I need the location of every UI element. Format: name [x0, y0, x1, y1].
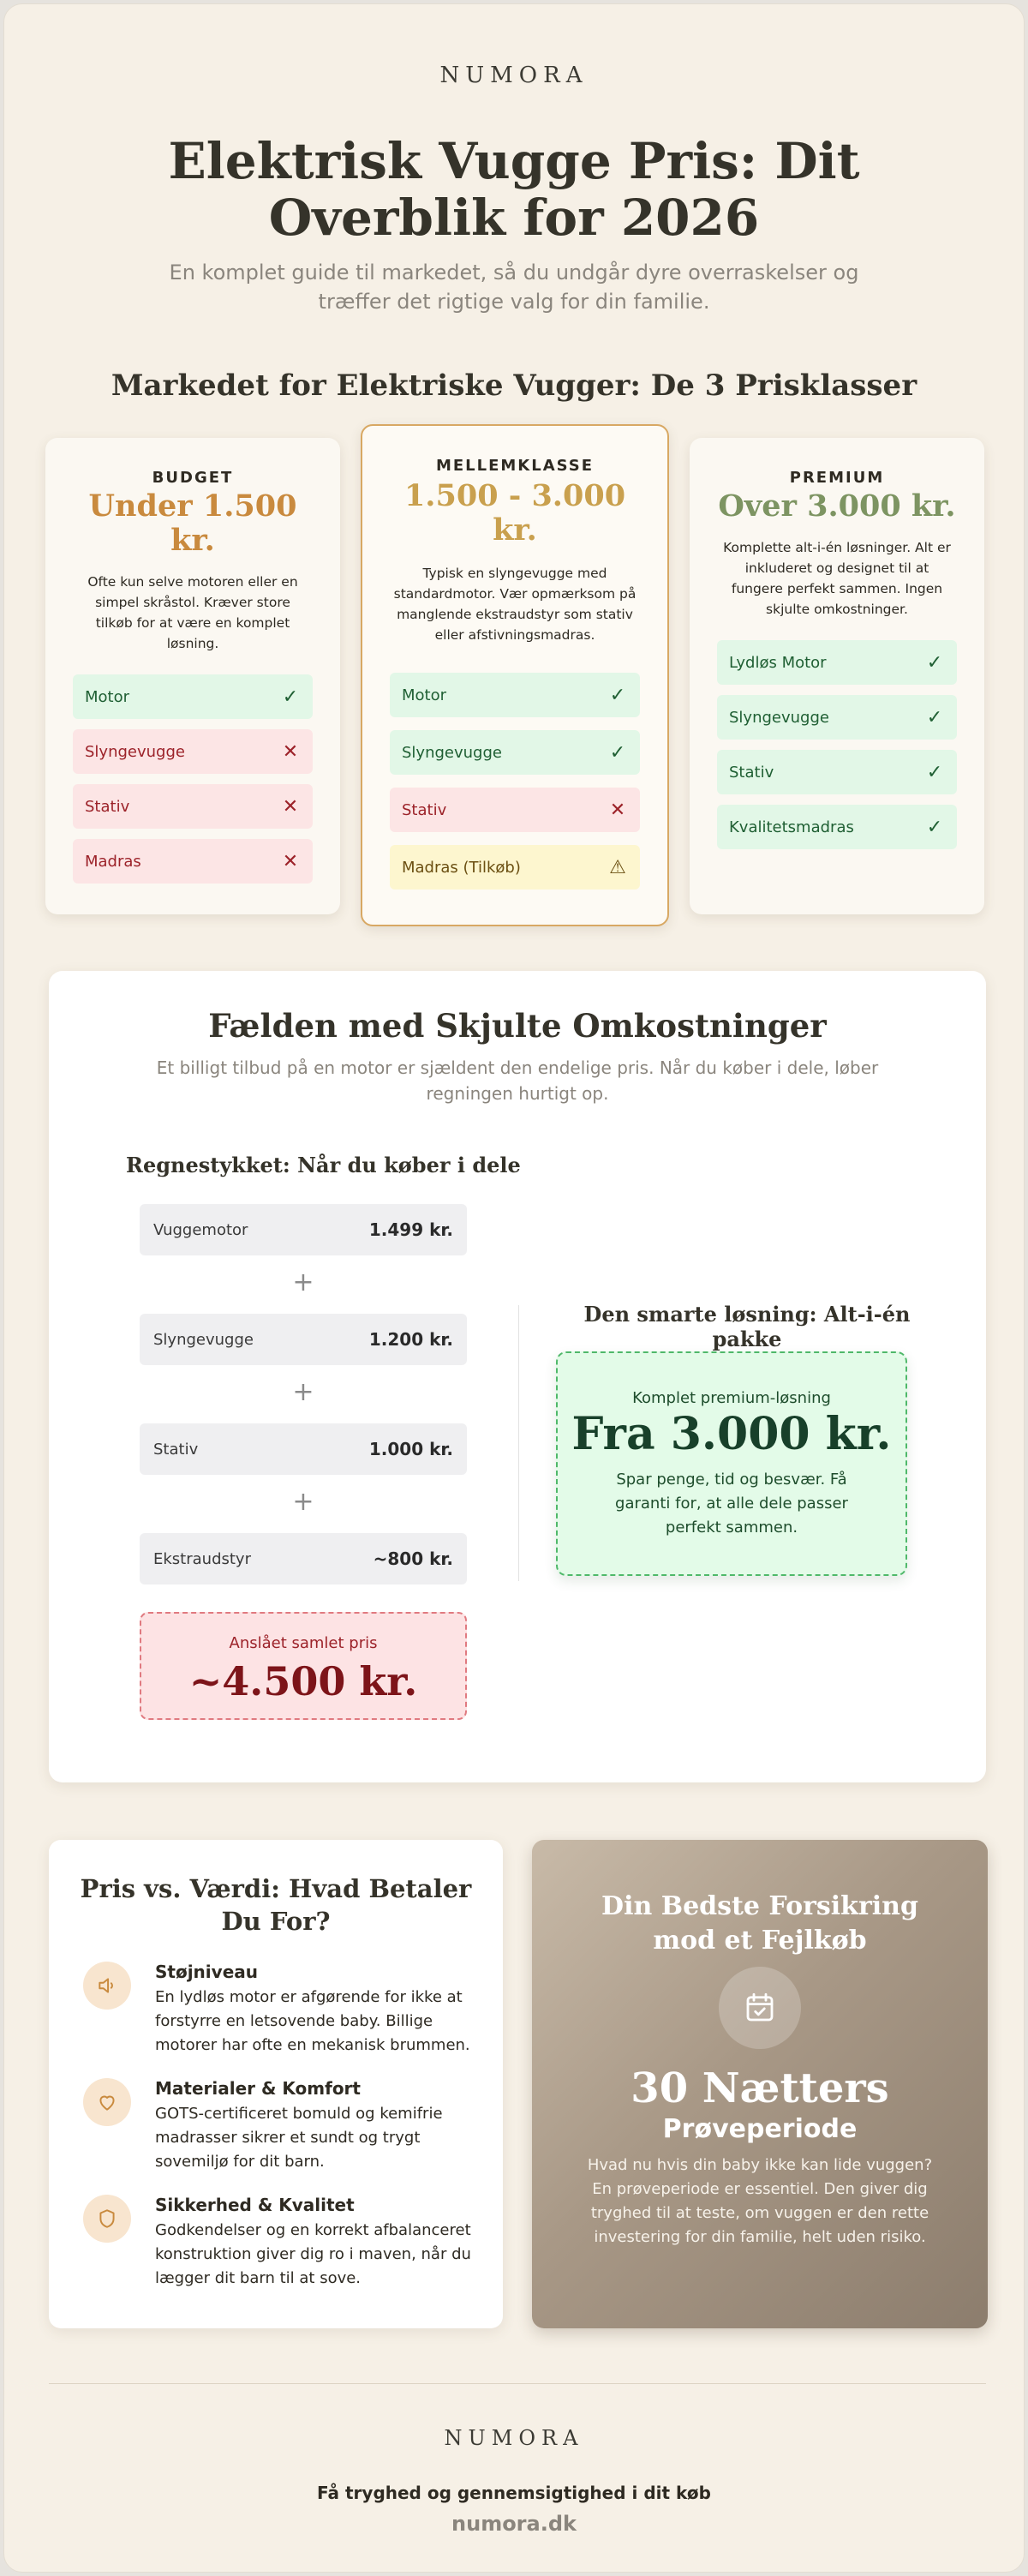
total-estimate-box — [140, 1612, 467, 1720]
cost-line-item — [140, 1314, 467, 1365]
cost-name: Stativ — [153, 1440, 199, 1459]
cost-name: Vuggemotor — [153, 1220, 248, 1239]
value-row-title: Materialer & Komfort — [155, 2078, 361, 2099]
cross-icon: ✕ — [609, 799, 626, 821]
trial-period-label: Prøveperiode — [662, 2114, 858, 2144]
feature-row — [717, 640, 957, 685]
smart-solution-price: Fra 3.000 kr. — [571, 1408, 892, 1460]
hidden-costs-subtitle: Et billigt tilbud på en motor er sjældent den endelige pris. Når du køber i dele, løber regningen hurtigt op. — [156, 1057, 879, 1104]
check-icon: ✓ — [926, 651, 943, 674]
cost-price: 1.000 kr. — [368, 1439, 453, 1459]
footer-logo[interactable]: NUMORA — [444, 2426, 584, 2450]
feature-label: Kvalitetsmadras — [729, 818, 854, 836]
feature-row — [390, 845, 640, 890]
value-row-description: Godkendelser og en korrekt afbalanceret konstruktion giver dig ro i maven, når du lægger dit barn til at sove. — [155, 2221, 471, 2287]
cross-icon: ✕ — [282, 795, 299, 818]
plus-icon: + — [292, 1487, 314, 1517]
cost-line-item — [140, 1204, 467, 1255]
total-label: Anslået samlet pris — [229, 1634, 378, 1652]
brand-logo[interactable]: NUMORA — [439, 63, 589, 88]
heart-icon — [83, 2078, 131, 2126]
feature-row — [717, 805, 957, 849]
tier-label: MELLEMKLASSE — [435, 457, 595, 475]
feature-row — [73, 729, 313, 774]
value-row — [83, 2078, 477, 2172]
trial-nights: 30 Nætters — [631, 2064, 889, 2112]
check-icon: ✓ — [926, 706, 943, 728]
cross-icon: ✕ — [282, 850, 299, 872]
footer-url-link[interactable]: numora.dk — [451, 2512, 577, 2536]
footer-divider — [49, 2383, 986, 2384]
value-row — [83, 1962, 477, 2056]
feature-row — [73, 839, 313, 884]
feature-label: Madras — [85, 852, 141, 871]
smart-solution-description: Spar penge, tid og besvær. Få garanti for, at alle dele passer perfekt sammen. — [615, 1471, 848, 1537]
feature-label: Lydløs Motor — [729, 653, 827, 672]
total-value: ~4.500 kr. — [188, 1658, 418, 1704]
check-icon: ✓ — [926, 816, 943, 838]
feature-label: Motor — [85, 687, 130, 706]
cost-price: 1.499 kr. — [368, 1219, 453, 1240]
calculation-title: Regnestykket: Når du køber i dele — [126, 1153, 521, 1177]
feature-row — [717, 750, 957, 794]
feature-row — [390, 730, 640, 775]
feature-label: Slyngevugge — [402, 743, 502, 762]
cost-price: 1.200 kr. — [368, 1329, 453, 1350]
market-title: Markedet for Elektriske Vugger: De 3 Prisklasser — [111, 368, 917, 403]
cost-line-item — [140, 1533, 467, 1585]
feature-row — [73, 674, 313, 719]
price-tier-premium — [690, 438, 984, 914]
tier-label: PREMIUM — [789, 469, 885, 487]
check-icon: ✓ — [609, 684, 626, 706]
feature-label: Slyngevugge — [85, 742, 185, 761]
value-card — [49, 1840, 503, 2328]
check-icon: ✓ — [282, 686, 299, 708]
feature-row — [73, 784, 313, 829]
feature-row — [390, 673, 640, 717]
cost-name: Ekstraudstyr — [153, 1549, 251, 1568]
value-row-description: En lydløs motor er afgørende for ikke at forstyrre en letsovende baby. Billige motorer har ofte en mekanisk brummen. — [155, 1988, 470, 2054]
check-icon: ✓ — [609, 741, 626, 764]
cost-price: ~800 kr. — [373, 1549, 453, 1569]
value-title: Pris vs. Værdi: Hvad Betaler Du For? — [80, 1874, 472, 1936]
tier-price: 1.500 - 3.000 kr. — [403, 478, 626, 548]
vertical-divider — [518, 1305, 519, 1581]
page-title: Elektrisk Vugge Pris: Dit Overblik for 2026 — [168, 132, 860, 247]
trial-period-card — [532, 1840, 988, 2328]
price-tier-mellemklasse — [361, 424, 669, 926]
smart-solution-label: Komplet premium-løsning — [632, 1389, 831, 1407]
tier-description: Ofte kun selve motoren eller en simpel skråstol. Kræver store tilkøb for at være en komplet løsning. — [87, 574, 298, 651]
calendar-check-icon — [719, 1967, 801, 2049]
speaker-icon — [83, 1962, 131, 2010]
trial-title: Din Bedste Forsikring mod et Fejlkøb — [601, 1891, 918, 1956]
smart-solution-title: Den smarte løsning: Alt-i-én pakke — [583, 1302, 911, 1351]
feature-label: Motor — [402, 686, 447, 704]
trial-description: Hvad nu hvis din baby ikke kan lide vuggen? En prøveperiode er essentiel. Den giver dig tryghed til at teste, om vuggen er den rette investering for din familie, helt uden risiko. — [587, 2156, 933, 2246]
plus-icon: + — [292, 1267, 314, 1297]
tier-price: Over 3.000 kr. — [718, 488, 956, 524]
feature-label: Stativ — [85, 797, 130, 816]
value-row-description: GOTS-certificeret bomuld og kemifrie madrasser sikrer et sundt og trygt sovemiljø for dit barn. — [155, 2105, 443, 2171]
cost-name: Slyngevugge — [153, 1330, 254, 1349]
value-row-title: Støjniveau — [155, 1962, 258, 1982]
feature-label: Stativ — [402, 800, 447, 819]
value-row — [83, 2195, 477, 2289]
value-row-title: Sikkerhed & Kvalitet — [155, 2195, 355, 2215]
cost-line-item — [140, 1423, 467, 1475]
hidden-costs-panel — [49, 971, 986, 1782]
feature-label: Madras (Tilkøb) — [402, 858, 521, 877]
feature-row — [390, 788, 640, 832]
footer-tagline: Få tryghed og gennemsigtighed i dit køb — [317, 2483, 711, 2503]
feature-label: Stativ — [729, 763, 774, 782]
tier-price: Under 1.500 kr. — [88, 488, 297, 558]
tier-description: Typisk en slyngevugge med standardmotor. Vær opmærksom på manglende ekstraudstyr som stativ eller afstivningsmadras. — [393, 566, 637, 643]
feature-row — [717, 695, 957, 740]
feature-label: Slyngevugge — [729, 708, 829, 727]
page — [3, 3, 1025, 2573]
shield-icon — [83, 2195, 131, 2243]
plus-icon: + — [292, 1377, 314, 1407]
page-subtitle: En komplet guide til markedet, så du undgår dyre overraskelser og træffer det rigtige valg for din familie. — [169, 261, 859, 314]
check-icon: ✓ — [926, 761, 943, 783]
price-tier-budget — [45, 438, 340, 914]
warning-icon: ⚠ — [609, 856, 626, 878]
cross-icon: ✕ — [282, 740, 299, 763]
smart-solution-box — [556, 1351, 907, 1576]
hidden-costs-title: Fælden med Skjulte Omkostninger — [208, 1007, 827, 1045]
tier-label: BUDGET — [152, 469, 234, 487]
tier-description: Komplette alt-i-én løsninger. Alt er inkluderet og designet til at fungere perfekt sammen. Ingen skjulte omkostninger. — [723, 540, 951, 617]
